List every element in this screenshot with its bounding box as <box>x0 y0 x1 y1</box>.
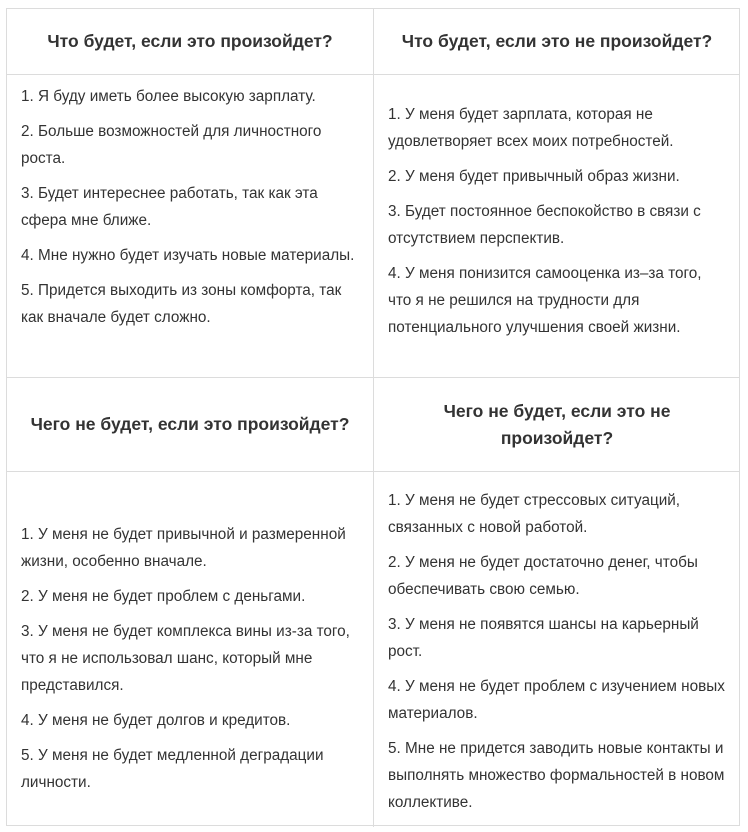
header-text: Что будет, если это произойдет? <box>47 31 333 51</box>
header-what-wont-if-not-happens <box>374 378 740 472</box>
list-item: 5. У меня не будет медленной деградации личности. <box>21 747 324 791</box>
list-item: 3. У меня не появятся шансы на карьерный рост. <box>388 616 699 660</box>
list-item: 1. Я буду иметь более высокую зарплату. <box>21 88 316 105</box>
list-item: 2. У меня не будет достаточно денег, чтобы обеспечивать свою семью. <box>388 554 698 598</box>
list-item: 4. У меня не будет проблем с изучением новых материалов. <box>388 678 725 722</box>
decision-matrix-table <box>6 8 740 826</box>
list-what-wont-if-happens <box>7 472 374 827</box>
list-what-if-happens <box>7 75 374 378</box>
header-text: Чего не будет, если это не произойдет? <box>443 400 671 448</box>
header-text: Что будет, если это не произойдет? <box>401 31 713 51</box>
list-item: 4. У меня не будет долгов и кредитов. <box>21 712 291 729</box>
list-item: 4. Мне нужно будет изучать новые материалы. <box>21 247 355 264</box>
list-item: 3. Будет постоянное беспокойство в связи с отсутствием перспектив. <box>388 203 701 247</box>
header-text: Чего не будет, если это произойдет? <box>30 414 350 434</box>
list-item: 1. У меня будет зарплата, которая не удовлетворяет всех моих потребностей. <box>388 106 674 150</box>
list-what-wont-if-not-happens <box>374 472 740 827</box>
list-item: 1. У меня не будет стрессовых ситуаций, связанных с новой работой. <box>388 492 681 536</box>
list-item: 3. У меня не будет комплекса вины из-за того, что я не использовал шанс, который мне представился. <box>21 623 350 694</box>
list-item: 5. Мне не придется заводить новые контакты и выполнять множество формальностей в новом коллективе. <box>388 740 725 811</box>
list-item: 3. Будет интереснее работать, так как эта сфера мне ближе. <box>21 185 318 229</box>
list-item: 2. Больше возможностей для личностного роста. <box>21 123 322 167</box>
header-what-if-happens <box>7 9 374 75</box>
list-item: 2. У меня не будет проблем с деньгами. <box>21 588 306 605</box>
header-what-wont-if-happens <box>7 378 374 472</box>
list-item: 1. У меня не будет привычной и размеренной жизни, особенно вначале. <box>21 526 346 570</box>
list-what-if-not-happens <box>374 75 740 378</box>
header-what-if-not-happens <box>374 9 740 75</box>
list-item: 4. У меня понизится самооценка из–за того, что я не решился на трудности для потенциального улучшения своей жизни. <box>388 265 702 336</box>
list-item: 2. У меня будет привычный образ жизни. <box>388 168 680 185</box>
list-item: 5. Придется выходить из зоны комфорта, так как вначале будет сложно. <box>21 282 342 326</box>
